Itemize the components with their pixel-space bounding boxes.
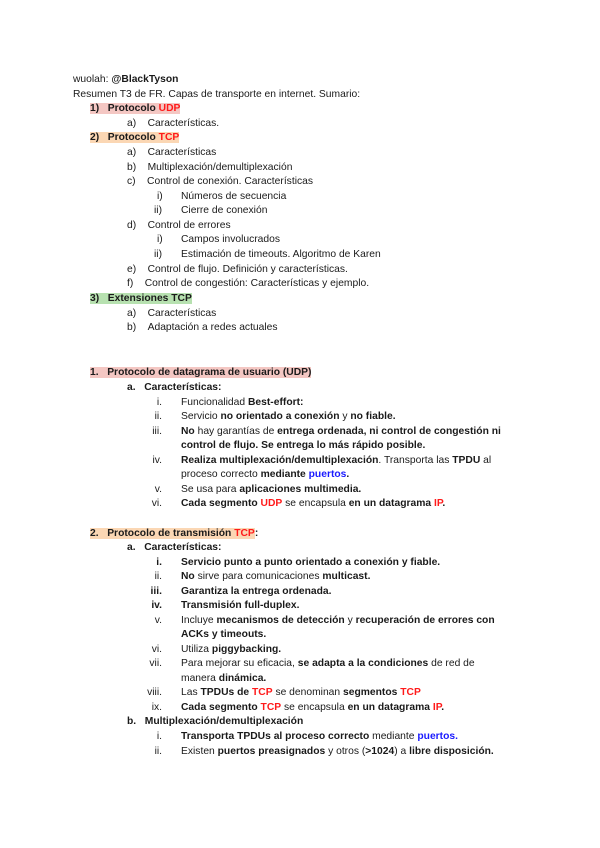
author-prefix: wuolah: [73,74,112,85]
tcp-item-i-num: i. [156,557,162,568]
udp-item-iii: No hay garantías de entrega ordenada, ni control de congestión ni [181,426,501,437]
tcp-b-item-i-num: i. [156,731,162,742]
tcp-item-v-num: v. [154,615,162,626]
udp-item-vi-num: vi. [151,498,162,509]
tcp-item-ix: Cada segmento TCP se encapsula en un datagrama IP. [181,702,445,713]
toc-section-2: 2) Protocolo TCP [90,132,180,143]
udp-heading: 1. Protocolo de datagrama de usuario (UDP) [90,367,312,378]
tcp-item-ii: No sirve para comunicaciones multicast. [181,571,371,582]
toc-section-2c: c) Control de conexión. Características [127,176,314,187]
udp-item-i-num: i. [156,397,162,408]
author-line [73,73,178,86]
udp-subheading: a. Características: [127,382,222,393]
tcp-item-v-cont: ACKs y timeouts. [181,629,267,640]
toc-section-2d-i: i) Campos involucrados [157,234,281,245]
toc-section-1a: a) Características. [127,118,220,129]
udp-item-i: Funcionalidad Best-effort: [181,397,304,408]
summary-line: Resumen T3 de FR. Capas de transporte en internet. Sumario: [73,89,361,100]
toc-section-3b: b) Adaptación a redes actuales [127,322,278,333]
toc-section-2c-i: i) Números de secuencia [157,191,287,202]
tcp-b-item-i: Transporta TPDUs al proceso correcto mediante puertos. [181,731,458,742]
udp-item-iii-num: iii. [152,426,162,437]
tcp-item-viii-num: viii. [147,687,162,698]
udp-item-iv-cont: proceso correcto mediante puertos. [181,469,350,480]
tcp-item-iii-num: iii. [150,586,162,597]
tcp-item-vi: Utiliza piggybacking. [181,644,282,655]
tcp-item-ii-num: ii. [154,571,162,582]
toc-section-1: 1) Protocolo UDP [90,103,181,114]
tcp-item-iii: Garantiza la entrega ordenada. [181,586,332,597]
toc-section-3: 3) Extensiones TCP [90,293,192,304]
tcp-subheading-a: a. Características: [127,542,222,553]
tcp-item-i: Servicio punto a punto orientado a conexión y fiable. [181,557,441,568]
tcp-heading: 2. Protocolo de transmisión TCP: [90,528,259,539]
tcp-item-vii-num: vii. [149,658,162,669]
tcp-b-item-ii: Existen puertos preasignados y otros (>1024) a libre disposición. [181,746,494,757]
tcp-item-viii: Las TPDUs de TCP se denominan segmentos TCP [181,687,421,698]
author-name: @BlackTyson [111,74,179,85]
udp-item-vi: Cada segmento UDP se encapsula en un datagrama IP. [181,498,446,509]
toc-section-2f: f) Control de congestión: Características y ejemplo. [127,278,370,289]
toc-section-2d: d) Control de errores [127,220,231,231]
tcp-item-v: Incluye mecanismos de detección y recuperación de errores con [181,615,495,626]
toc-section-2e: e) Control de flujo. Definición y características. [127,264,348,275]
udp-item-v: Se usa para aplicaciones multimedia. [181,484,362,495]
tcp-item-vii-cont: manera dinámica. [181,673,267,684]
udp-item-iv-num: iv. [152,455,162,466]
udp-item-ii: Servicio no orientado a conexión y no fiable. [181,411,396,422]
tcp-item-vii: Para mejorar su eficacia, se adapta a la condiciones de red de [181,658,475,669]
toc-section-2a: a) Características [127,147,217,158]
tcp-item-vi-num: vi. [151,644,162,655]
udp-item-ii-num: ii. [154,411,162,422]
tcp-item-iv-num: iv. [151,600,162,611]
udp-item-iii-cont: control de flujo. Se entrega lo más rápido posible. [181,440,426,451]
toc-section-2d-ii: ii) Estimación de timeouts. Algoritmo de Karen [154,249,381,260]
tcp-item-iv: Transmisión full-duplex. [181,600,300,611]
tcp-b-item-ii-num: ii. [154,746,162,757]
udp-item-v-num: v. [154,484,162,495]
toc-section-2c-ii: ii) Cierre de conexión [154,205,268,216]
tcp-item-ix-num: ix. [151,702,162,713]
udp-item-iv: Realiza multiplexación/demultiplexación. Transporta las TPDU al [181,455,492,466]
toc-section-3a: a) Características [127,308,217,319]
tcp-subheading-b: b. Multiplexación/demultiplexación [127,716,304,727]
toc-section-2b: b) Multiplexación/demultiplexación [127,162,293,173]
